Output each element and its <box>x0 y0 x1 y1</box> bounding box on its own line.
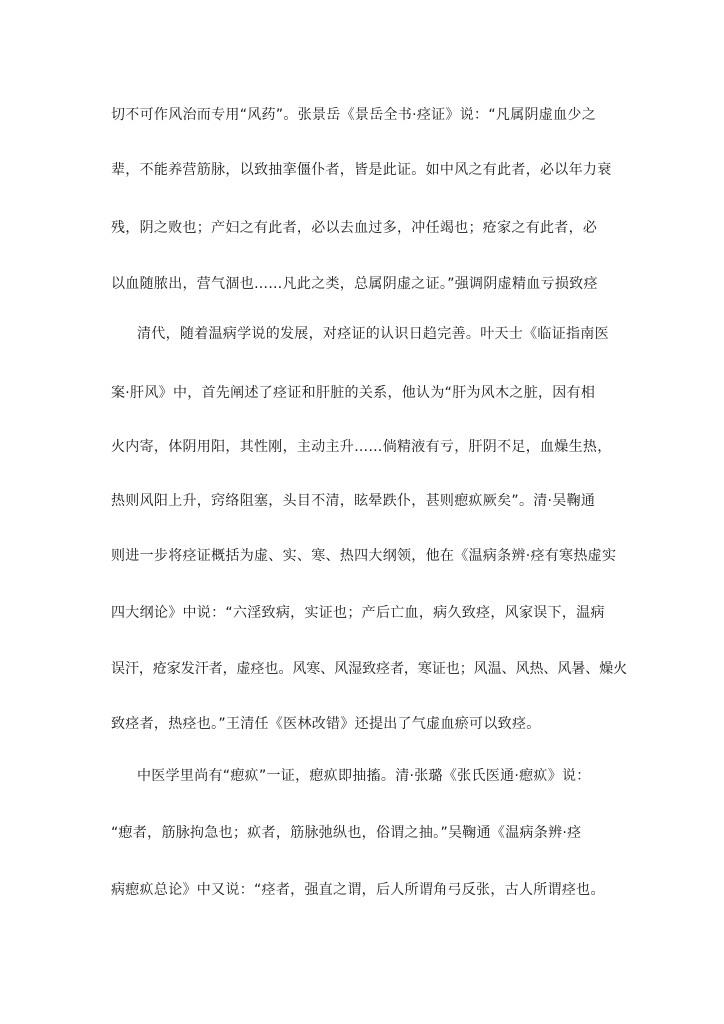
text-line-10: 四大纲论》中说：“六淫致病，实证也；产后亡血，病久致痉，风家误下，温病 <box>111 605 605 621</box>
text-line-11: 误汗，疮家发汗者，虚痉也。风寒、风湿致痉者，寒证也；风温、风热、风暑、燥火 <box>111 661 628 677</box>
text-line-9: 则进一步将痉证概括为虚、实、寒、热四大纲领，他在《温病条辨·痉有寒热虚实 <box>111 548 617 564</box>
text-line-3: 残，阴之败也；产妇之有此者，必以去血过多，冲任竭也；疮家之有此者，必 <box>111 220 598 236</box>
text-line-4: 以血随脓出，营气涸也……凡此之类，总属阴虚之证。”强调阴虚精血亏损致痉 <box>111 276 598 292</box>
text-line-5: 清代，随着温病学说的发展，对痉证的认识日趋完善。叶天士《临证指南医 <box>137 326 609 342</box>
text-line-14: “瘛者，筋脉拘急也；疭者，筋脉弛纵也，俗谓之抽。”吴鞠通《温病条辨·痉 <box>111 825 582 841</box>
text-line-7: 火内寄，体阴用阳，其性刚，主动主升……倘精液有亏，肝阴不足，血燥生热， <box>111 439 612 455</box>
text-line-1: 切不可作风治而专用“风药”。张景岳《景岳全书·痉证》说：“凡属阴虚血少之 <box>111 107 597 123</box>
text-line-6: 案·肝风》中，首先阐述了痉证和肝脏的关系，他认为“肝为风木之脏，因有相 <box>111 385 596 401</box>
text-line-8: 热则风阳上升，窍络阻塞，头目不清，眩晕跌仆，甚则瘛疭厥矣”。清·吴鞠通 <box>111 493 596 509</box>
text-line-2: 辈，不能养营筋脉，以致抽挛僵仆者，皆是此证。如中风之有此者，必以年力衰 <box>111 162 612 178</box>
text-line-12: 致痉者，热痉也。”王清任《医林改错》还提出了气虚血瘀可以致痉。 <box>111 716 541 732</box>
text-line-15: 病瘛疭总论》中又说：“痉者，强直之谓，后人所谓角弓反张，古人所谓痉也。 <box>111 882 605 898</box>
text-line-13: 中医学里尚有“瘛疭”一证，瘛疭即抽搐。清·张璐《张氏医通·瘛疭》说： <box>137 768 591 784</box>
